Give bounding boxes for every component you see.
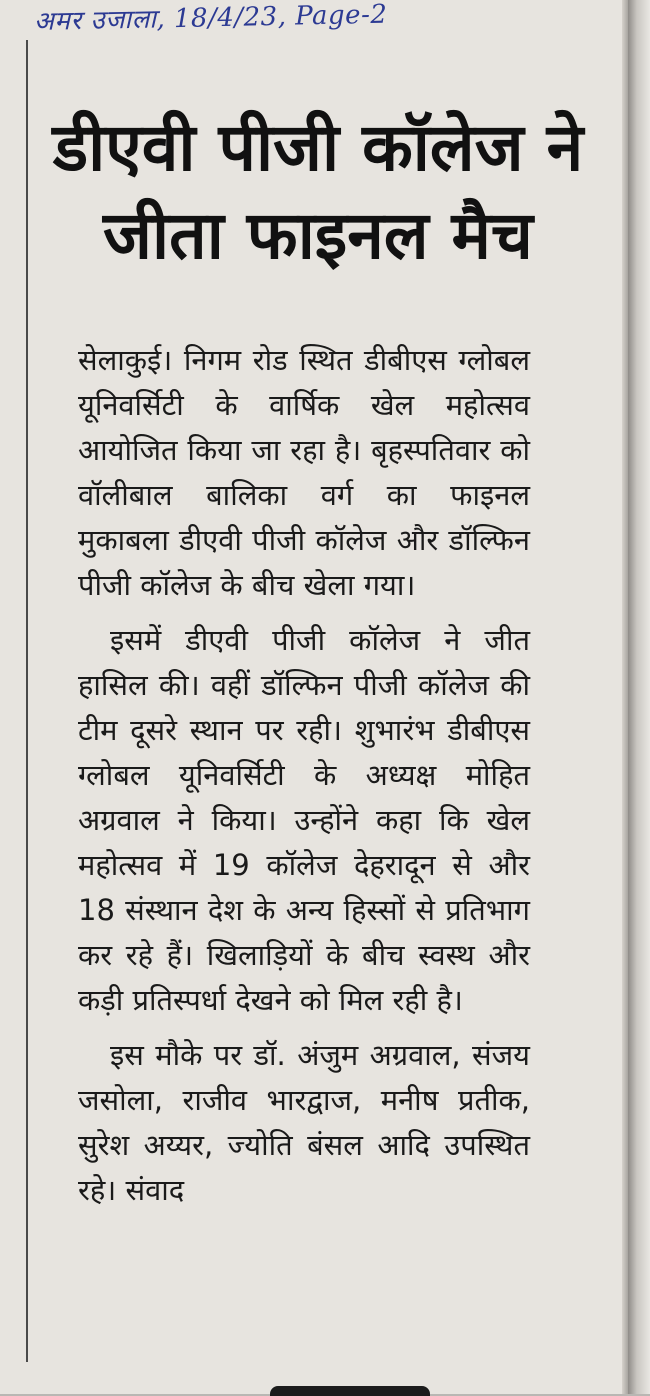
column-rule [26,40,28,1362]
page-fold-edge [628,0,650,1394]
article-paragraph-1: सेलाकुई। निगम रोड स्थित डीबीएस ग्लोबल यूनिवर्सिटी के वार्षिक खेल महोत्सव आयोजित किया जा रहा है। बृहस्पतिवार को वॉलीबाल बालिका वर्ग का फाइनल मुकाबला डीएवी पीजी कॉलेज और डॉल्फिन पीजी कॉलेज के बीच खेला गया। [78,343,530,602]
next-article-fragment [270,1386,430,1396]
article-paragraph-3: इस मौके पर डॉ. अंजुम अग्रवाल, संजय जसोला, राजीव भारद्वाज, मनीष प्रतीक, सुरेश अय्यर, ज्योति बंसल आदि उपस्थित रहे। संवाद [78,1038,530,1207]
headline: डीएवी पीजी कॉलेज ने जीता फाइनल मैच [52,109,584,275]
article-paragraph-2: इसमें डीएवी पीजी कॉलेज ने जीत हासिल की। वहीं डॉल्फिन पीजी कॉलेज की टीम दूसरे स्थान पर रही। शुभारंभ डीबीएस ग्लोबल यूनिवर्सिटी के अध्यक्ष मोहित अग्रवाल ने किया। उन्होंने कहा कि खेल महोत्सव में 19 कॉलेज देहरादून से और 18 संस्थान देश के अन्य हिस्सों से प्रतिभाग कर रहे हैं। खिलाड़ियों के बीच स्वस्थ और कड़ी प्रतिस्पर्धा देखने को मिल रही है। [78,623,530,1017]
article-body [78,338,530,1223]
handwritten-source-note: अमर उजाला, 18/4/23, Page-2 [33,0,388,37]
